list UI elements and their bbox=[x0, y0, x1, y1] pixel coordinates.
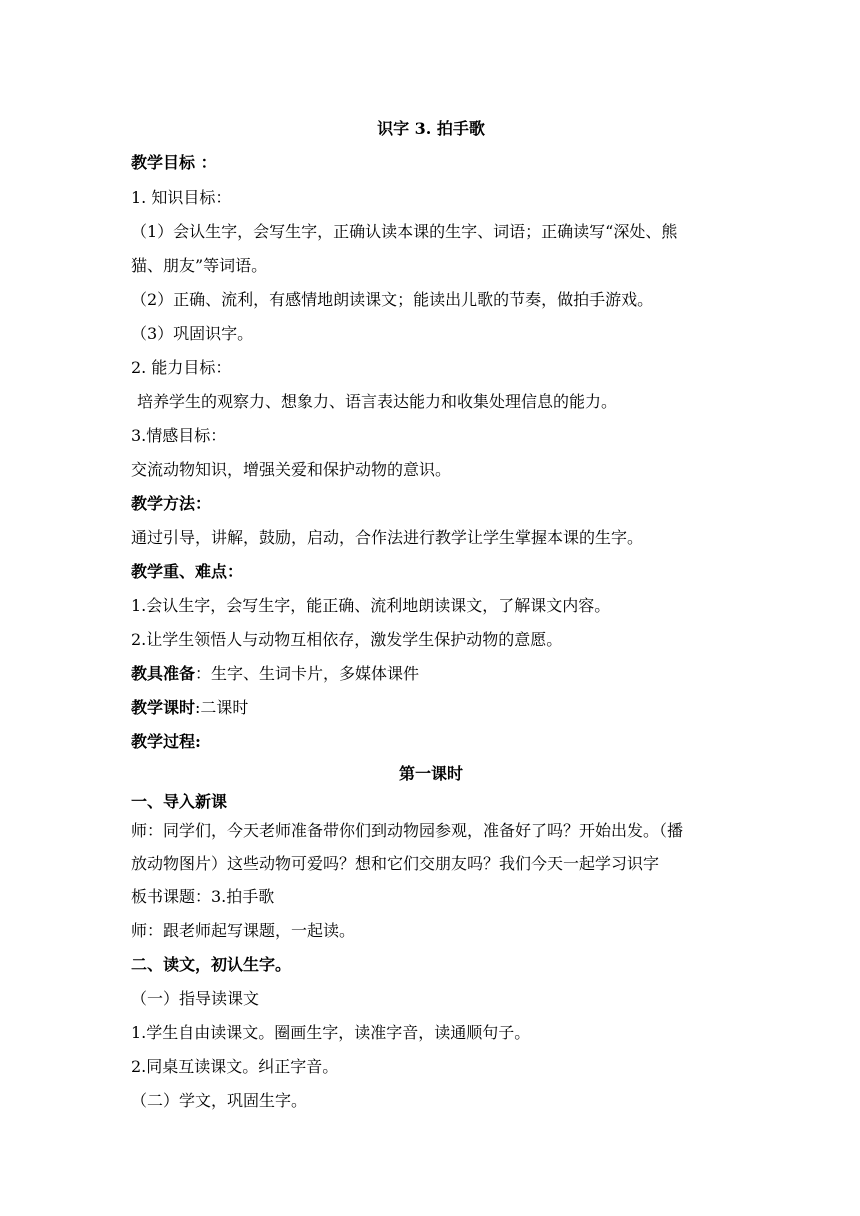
process-heading: 教学过程: bbox=[131, 732, 201, 751]
lesson-1-heading: 第一课时 bbox=[398, 764, 463, 783]
objectives-heading: 教学目标 ： bbox=[131, 153, 217, 172]
knowledge-item-1-line-1: （1）会认生字，会写生字，正确认读本课的生字、词语；正确读写“深处、熊 bbox=[131, 222, 678, 241]
section-1-line-3: 板书课题：3.拍手歌 bbox=[131, 887, 275, 906]
hours-label: 教学课时 bbox=[131, 698, 196, 717]
ability-text: 培养学生的观察力、想象力、语言表达能力和收集处理信息的能力。 bbox=[137, 392, 618, 411]
method-text: 通过引导，讲解，鼓励，启动，合作法进行教学让学生掌握本课的生字。 bbox=[131, 528, 644, 547]
section-2-item-1: 1.学生自由读课文。圈画生字，读准字音，读通顺句子。 bbox=[131, 1023, 531, 1042]
knowledge-item-2: （2）正确、流利，有感情地朗读课文；能读出儿歌的节奏，做拍手游戏。 bbox=[131, 290, 654, 309]
key-point-1: 1.会认生字，会写生字，能正确、流利地朗读课文，了解课文内容。 bbox=[131, 596, 611, 615]
section-1-line-2: 放动物图片）这些动物可爱吗？想和它们交朋友吗？我们今天一起学习识字 bbox=[131, 854, 660, 873]
knowledge-item-3: （3）巩固识字。 bbox=[131, 324, 254, 343]
key-point-2: 2.让学生领悟人与动物互相依存，激发学生保护动物的意愿。 bbox=[131, 630, 563, 649]
section-2-item-2: 2.同桌互读课文。纠正字音。 bbox=[131, 1057, 339, 1076]
section-2-subheading-1: （一）指导读课文 bbox=[131, 989, 260, 1008]
section-2-heading: 二、读文，初认生字。 bbox=[131, 955, 292, 974]
hours-text: :二课时 bbox=[195, 698, 249, 717]
key-points-heading: 教学重、难点： bbox=[131, 562, 244, 581]
document-title: 识字 3. 拍手歌 bbox=[377, 119, 485, 138]
hours-line bbox=[131, 698, 741, 718]
emotion-heading: 3.情感目标： bbox=[131, 426, 227, 445]
knowledge-heading: 1. 知识目标： bbox=[131, 188, 232, 207]
section-1-line-1: 师：同学们，今天老师准备带你们到动物园参观，准备好了吗？开始出发。（播 bbox=[131, 821, 684, 840]
tools-text: ：生字、生词卡片，多媒体课件 bbox=[195, 664, 420, 683]
tools-line bbox=[131, 664, 741, 684]
knowledge-item-1-line-2: 猫、朋友”等词语。 bbox=[131, 256, 268, 275]
tools-label: 教具准备 bbox=[131, 664, 196, 683]
ability-heading: 2. 能力目标： bbox=[131, 358, 232, 377]
section-2-subheading-2: （二）学文，巩固生字。 bbox=[131, 1091, 308, 1110]
section-1-line-4: 师：跟老师起写课题，一起读。 bbox=[131, 921, 356, 940]
section-1-heading: 一、导入新课 bbox=[131, 792, 228, 811]
method-heading: 教学方法： bbox=[131, 494, 212, 513]
emotion-text: 交流动物知识，增强关爱和保护动物的意识。 bbox=[131, 460, 452, 479]
